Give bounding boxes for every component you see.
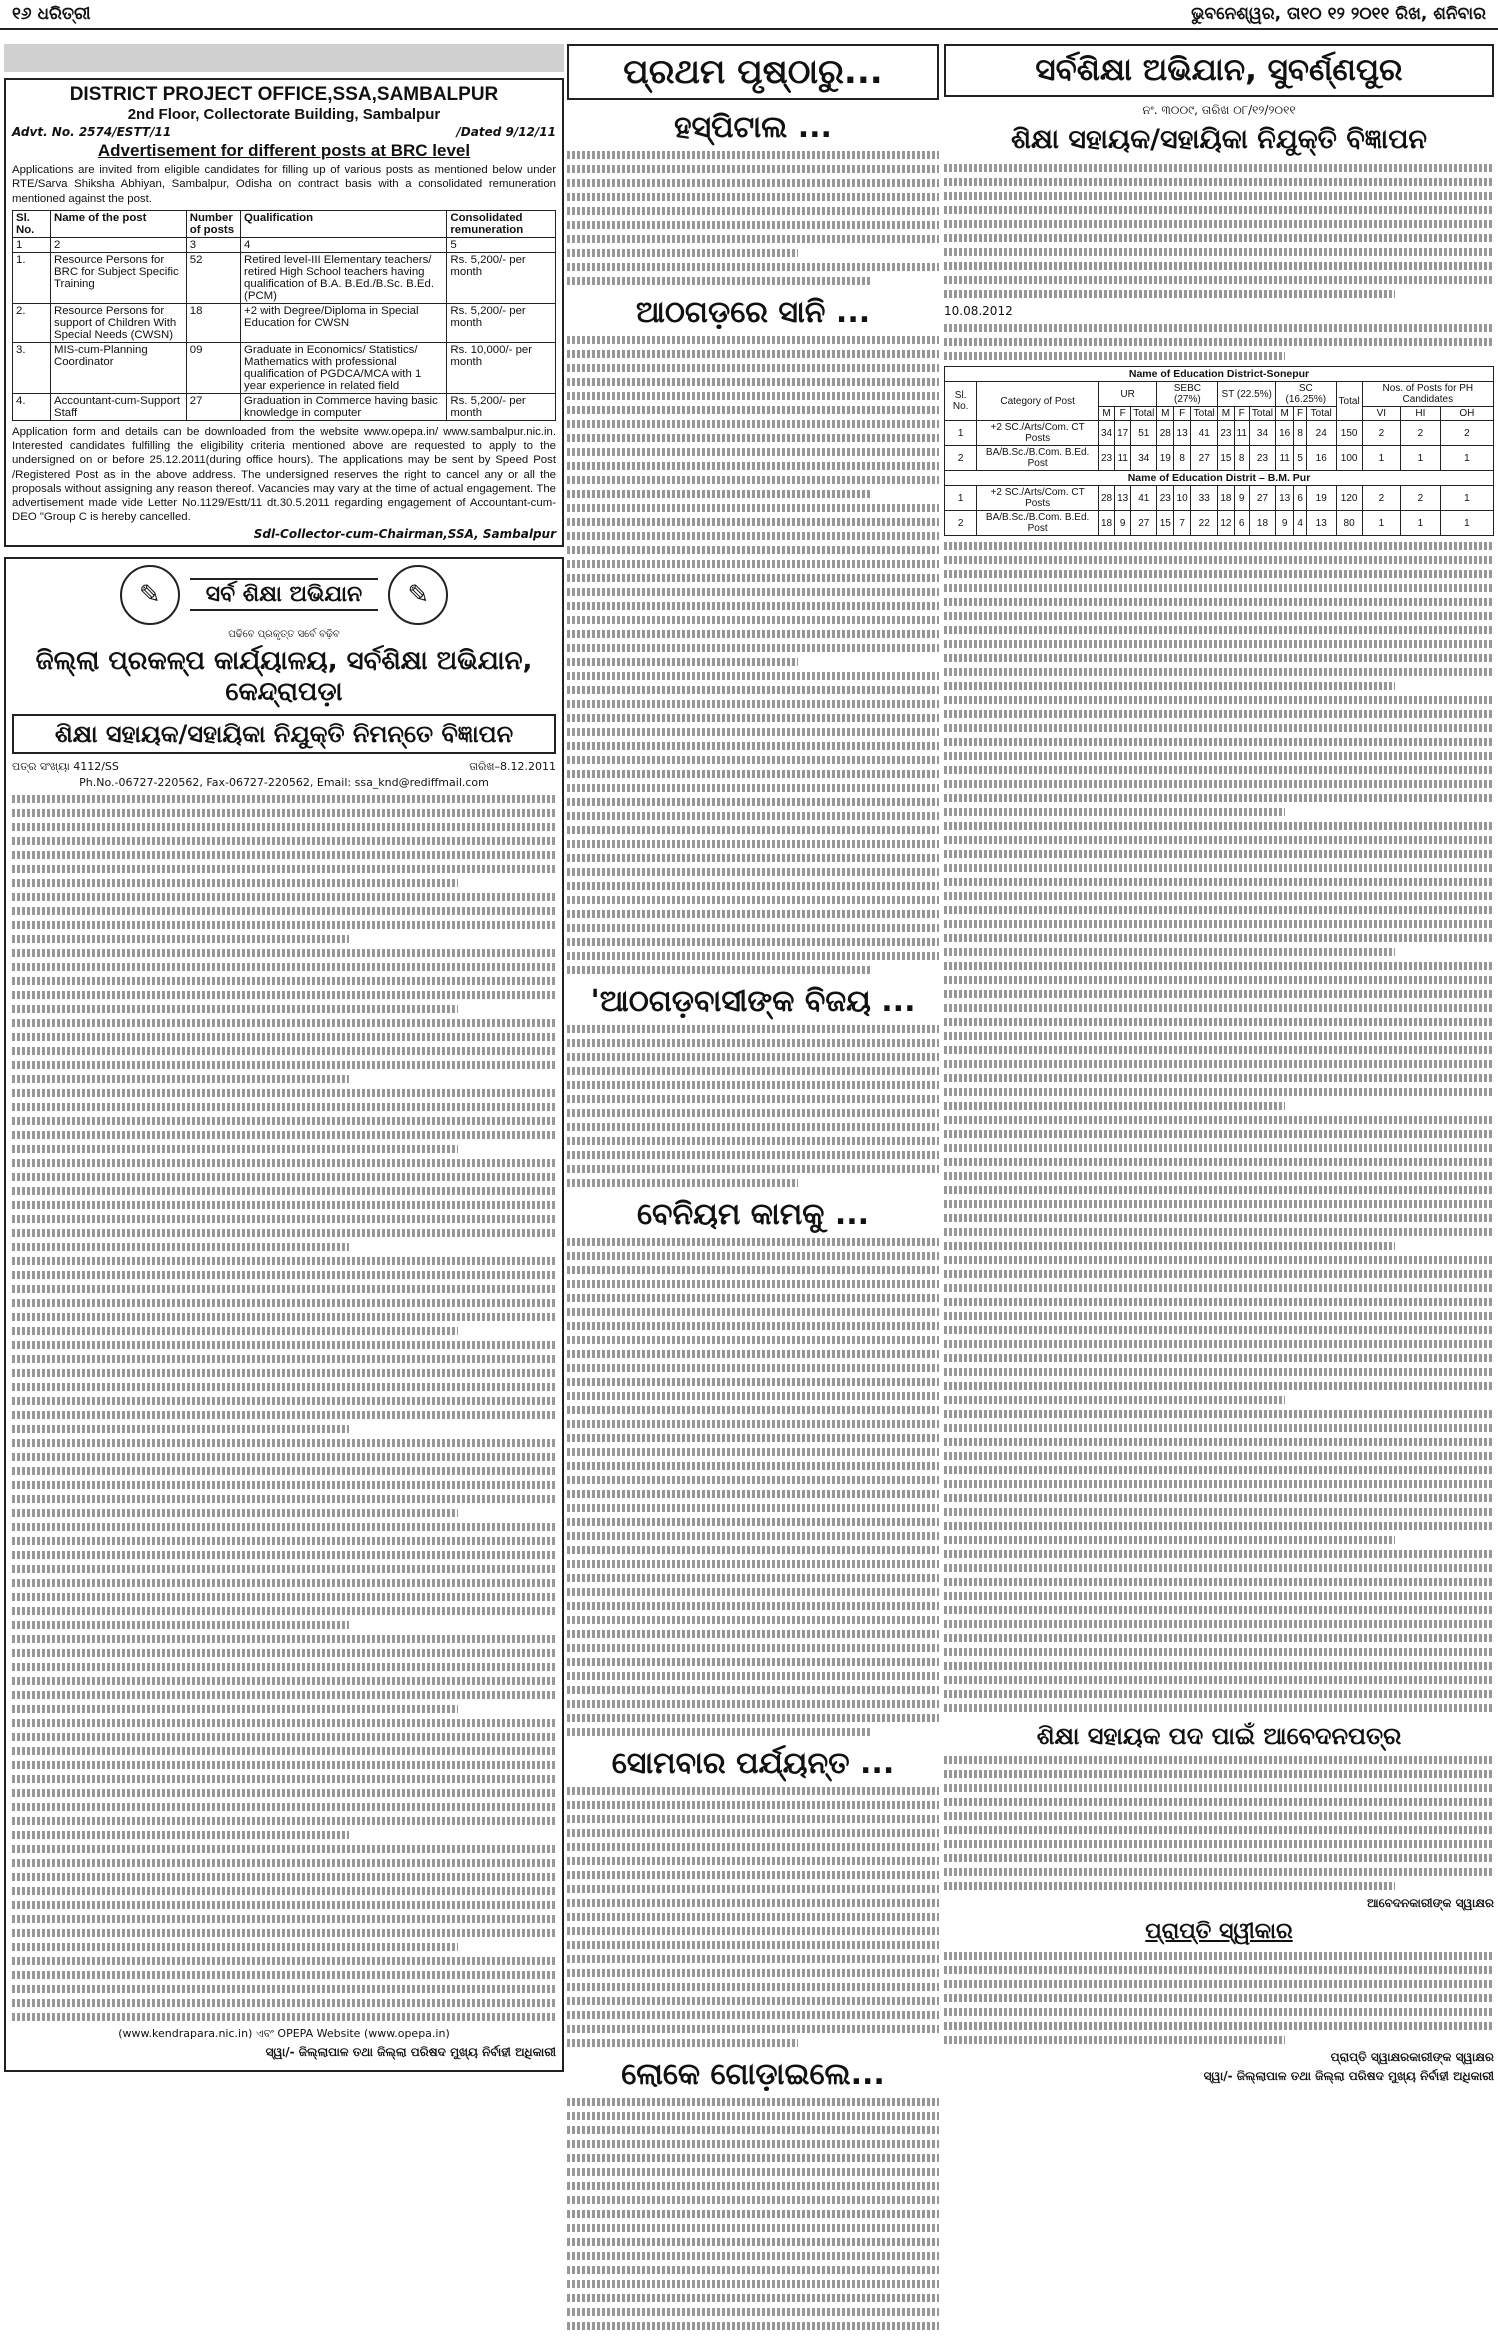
- header-ph: Nos. of Posts for PH Candidates: [1362, 382, 1493, 407]
- article-body: [567, 151, 939, 285]
- table-cell: 8: [1234, 446, 1249, 471]
- table-cell: 27: [186, 393, 240, 420]
- table-cell: 34: [1249, 421, 1275, 446]
- table-cell: 2: [945, 511, 977, 536]
- table-cell: 3: [186, 237, 240, 252]
- table-cell: 11: [1115, 446, 1131, 471]
- article-body: [567, 1787, 939, 2047]
- advertisement-title: Advertisement for different posts at BRC level: [97, 141, 471, 160]
- subheader: F: [1294, 407, 1307, 421]
- table-cell: 09: [186, 342, 240, 393]
- header-remuneration: Consolidated remuneration: [447, 210, 556, 237]
- table-cell: 1: [1362, 511, 1400, 536]
- article-body: [567, 336, 939, 974]
- section-heading: ହସ୍ପିଟାଲ ...: [674, 110, 832, 145]
- table-cell: 13: [1115, 486, 1131, 511]
- table-cell: +2 with Degree/Diploma in Special Education for CWSN: [241, 303, 447, 342]
- table-cell: 19: [1306, 486, 1336, 511]
- table-cell: 18: [1249, 511, 1275, 536]
- header-st: ST (22.5%): [1218, 382, 1276, 407]
- table-row: [945, 471, 1494, 486]
- table-cell: Resource Persons for BRC for Subject Specific Training: [51, 252, 187, 303]
- table-row: [13, 252, 556, 303]
- table-row: [945, 511, 1494, 536]
- table-cell: 13: [1174, 421, 1191, 446]
- table-cell: 34: [1131, 446, 1157, 471]
- table-cell: 22: [1191, 511, 1218, 536]
- header-ur: UR: [1098, 382, 1156, 407]
- subheader: M: [1157, 407, 1174, 421]
- article-body: [567, 1025, 939, 1187]
- header-post-count: Number of posts: [186, 210, 240, 237]
- subheader: M: [1218, 407, 1234, 421]
- table-cell: 2: [51, 237, 187, 252]
- contact-line: Ph.No.-06727-220562, Fax-06727-220562, Email: ssa_knd@rediffmail.com: [79, 775, 489, 789]
- table-cell: MIS-cum-Planning Coordinator: [51, 342, 187, 393]
- website-line: (www.kendrapara.nic.in) ଏବଂ OPEPA Website (www.opepa.in): [118, 2026, 450, 2040]
- table-cell: 100: [1336, 446, 1362, 471]
- table-cell: 3.: [13, 342, 51, 393]
- article-body: [567, 2098, 939, 2334]
- table-cell: 23: [1218, 421, 1234, 446]
- table-cell: BA/B.Sc./B.Com. B.Ed. Post: [977, 511, 1099, 536]
- table-cell: 51: [1131, 421, 1157, 446]
- table-cell: Retired level-III Elementary teachers/ retired High School teachers having qualification of B.A. B.Ed./B.Sc. B.Ed. (PCM): [241, 252, 447, 303]
- section-heading: ସୋମବାର ପର୍ଯ୍ୟନ୍ତ ...: [611, 1746, 895, 1781]
- table-cell: 6: [1294, 486, 1307, 511]
- table-cell: 1: [1440, 446, 1493, 471]
- table-index-row: [13, 237, 556, 252]
- table-cell: 28: [1098, 486, 1114, 511]
- sambalpur-advertisement: [4, 78, 564, 547]
- table-cell: 150: [1336, 421, 1362, 446]
- advt-meta: [12, 125, 556, 139]
- table-cell: 41: [1191, 421, 1218, 446]
- advertisement-signature: Sdl-Collector-cum-Chairman,SSA, Sambalpur: [253, 526, 556, 541]
- table-cell: 17: [1115, 421, 1131, 446]
- ssa-banner-title: ସର୍ବ ଶିକ୍ଷା ଅଭିଯାନ: [190, 578, 378, 611]
- subheader: M: [1276, 407, 1294, 421]
- table-cell: 4.: [13, 393, 51, 420]
- table-cell: 2: [1440, 421, 1493, 446]
- table-cell: 23: [1249, 446, 1275, 471]
- district-name: Name of Education District-Sonepur: [945, 367, 1494, 382]
- table-cell: 8: [1294, 421, 1307, 446]
- article-body: [567, 1238, 939, 1736]
- table-cell: 18: [1098, 511, 1114, 536]
- header-sc: SC (16.25%): [1276, 382, 1337, 407]
- table-cell: 1: [1401, 511, 1441, 536]
- table-cell: 33: [1191, 486, 1218, 511]
- table-row: [945, 486, 1494, 511]
- table-cell: 18: [1218, 486, 1234, 511]
- subheader: OH: [1440, 407, 1493, 421]
- table-cell: 34: [1098, 421, 1114, 446]
- notice-body: [12, 795, 556, 2021]
- subheader: VI: [1362, 407, 1400, 421]
- table-cell: 5: [447, 237, 556, 252]
- section-heading: 'ଆଠଗଡ଼ବାସୀଙ୍କ ବିଜୟ ...: [590, 984, 916, 1019]
- table-cell: 41: [1131, 486, 1157, 511]
- notice-subtitle: ଶିକ୍ଷା ସହାୟକ/ସହାୟିକା ନିଯୁକ୍ତି ବିଜ୍ଞାପନ: [1010, 124, 1428, 155]
- subheader: Total: [1131, 407, 1157, 421]
- table-cell: 1: [945, 486, 977, 511]
- applicant-signature-label: ଆବେଦନକାରୀଙ୍କ ସ୍ୱାକ୍ଷର: [1366, 1896, 1494, 1910]
- acknowledgement-heading: ପ୍ରାପ୍ତି ସ୍ୱୀକାର: [1145, 1919, 1293, 1944]
- notice-title: ଶିକ୍ଷା ସହାୟକ/ସହାୟିକା ନିଯୁକ୍ତି ନିମନ୍ତେ ବିଜ୍ଞାପନ: [12, 714, 556, 754]
- table-cell: 2: [1401, 486, 1441, 511]
- table-cell: 4: [241, 237, 447, 252]
- table-cell: 19: [1157, 446, 1174, 471]
- table-cell: 1: [945, 421, 977, 446]
- table-cell: 27: [1191, 446, 1218, 471]
- table-cell: Rs. 5,200/- per month: [447, 303, 556, 342]
- vacancy-table: [944, 366, 1494, 536]
- header-sebc: SEBC (27%): [1157, 382, 1218, 407]
- notice-signature: ସ୍ୱା/- ଜିଲ୍ଲାପାଳ ତଥା ଜିଲ୍ଲା ପରିଷଦ ମୁଖ୍ୟ ନିର୍ବାହୀ ଅଧିକାରୀ: [1203, 2069, 1494, 2083]
- table-row: [945, 446, 1494, 471]
- table-cell: Graduation in Commerce having basic knowledge in computer: [241, 393, 447, 420]
- table-cell: 23: [1098, 446, 1114, 471]
- header-post-name: Name of the post: [51, 210, 187, 237]
- table-cell: 15: [1157, 511, 1174, 536]
- section-heading: ବେନିୟମ କାମକୁ ...: [636, 1197, 870, 1232]
- table-cell: Rs. 10,000/- per month: [447, 342, 556, 393]
- letter-number: ପତ୍ର ସଂଖ୍ୟା 4112/SS: [12, 759, 119, 773]
- office-address: 2nd Floor, Collectorate Building, Sambalpur: [127, 106, 441, 123]
- header-qualification: Qualification: [241, 210, 447, 237]
- table-cell: 5: [1294, 446, 1307, 471]
- column-right: [944, 44, 1494, 2334]
- vacancy-date: 10.08.2012: [944, 304, 1013, 318]
- column-left: [4, 44, 564, 2334]
- notice-reference: ନଂ. ୩୦୦୯, ତାରିଖ ୦୮/୧୨/୨୦୧୧: [1142, 103, 1296, 117]
- subheader: Total: [1249, 407, 1275, 421]
- table-cell: 80: [1336, 511, 1362, 536]
- table-cell: 2: [1362, 486, 1400, 511]
- table-row: [945, 367, 1494, 382]
- subheader: HI: [1401, 407, 1441, 421]
- notice-signature: ସ୍ୱା/- ଜିଲ୍ଲାପାଳ ତଥା ଜିଲ୍ଲା ପରିଷଦ ମୁଖ୍ୟ ନିର୍ବାହୀ ଅଧିକାରୀ: [265, 2044, 556, 2059]
- table-cell: 18: [186, 303, 240, 342]
- table-cell: 13: [1306, 511, 1336, 536]
- table-cell: 7: [1174, 511, 1191, 536]
- table-cell: 8: [1174, 446, 1191, 471]
- table-cell: 2: [1401, 421, 1441, 446]
- table-cell: 9: [1276, 511, 1294, 536]
- table-cell: 27: [1131, 511, 1157, 536]
- table-cell: 11: [1276, 446, 1294, 471]
- kendrapara-notice: [4, 557, 564, 2072]
- table-cell: 1: [1362, 446, 1400, 471]
- table-cell: +2 SC./Arts/Com. CT Posts: [977, 486, 1099, 511]
- table-cell: 2: [1362, 421, 1400, 446]
- advt-number: Advt. No. 2574/ESTT/11: [12, 125, 172, 139]
- section-heading: ଲୋକେ ଗୋଡ଼ାଇଲେ...: [621, 2057, 885, 2092]
- table-row: [945, 421, 1494, 446]
- ssa-logo-icon: ✎: [120, 565, 180, 625]
- dateline: ଭୁବନେଶ୍ୱର, ତା୧୦ ୧୨ ୨୦୧୧ ରିଖ, ଶନିବାର: [1191, 4, 1486, 24]
- table-cell: Accountant-cum-Support Staff: [51, 393, 187, 420]
- notice-meta: [12, 760, 556, 774]
- gray-band: [4, 44, 564, 72]
- receiver-signature-label: ପ୍ରାପ୍ତି ସ୍ୱାକ୍ଷରକାରୀଙ୍କ ସ୍ୱାକ୍ଷର: [1330, 2050, 1494, 2064]
- table-cell: 10: [1174, 486, 1191, 511]
- table-header-row: [13, 210, 556, 237]
- table-cell: 12: [1218, 511, 1234, 536]
- table-cell: 15: [1218, 446, 1234, 471]
- section-heading: ଆଠଗଡ଼ରେ ସାନି ...: [635, 295, 871, 330]
- table-cell: 1: [13, 237, 51, 252]
- advertisement-footer: Application form and details can be downloaded from the website www.opepa.in/ www.sambalpur.nic.in. Interested candidates fulfilling the eligibility criteria mentioned above are requested to apply to the undersigned on or before 25.12.2011(during office hours). The applications may be sent by Speed Post /Registered Post as in the above address. The undersigned reserves the right to cancel any or all the proposals without assigning any reason thereof. Vacancies may vary at the time of actual engagement. The advertisement made vide Letter No.1129/Estt/11 dt.30.5.2011 regarding engagement of Accountant-cum-DEO "Group C is hereby cancelled.: [12, 425, 556, 524]
- acknowledgement-body: [944, 1952, 1494, 2044]
- table-cell: 27: [1249, 486, 1275, 511]
- column-middle: [567, 44, 939, 2334]
- page-number: ୧୬ ଧରିତ୍ରୀ: [12, 4, 91, 24]
- masthead: [0, 0, 1498, 30]
- table-cell: 28: [1157, 421, 1174, 446]
- header-sl-no: Sl. No.: [13, 210, 51, 237]
- notice-body: [944, 542, 1494, 1712]
- header-total: Total: [1336, 382, 1362, 421]
- table-cell: 1.: [13, 252, 51, 303]
- table-cell: 13: [1276, 486, 1294, 511]
- ssa-logo-icon: ✎: [388, 565, 448, 625]
- table-cell: Resource Persons for support of Children With Special Needs (CWSN): [51, 303, 187, 342]
- subheader: F: [1234, 407, 1249, 421]
- notice-intro: [944, 164, 1494, 360]
- table-cell: 4: [1294, 511, 1307, 536]
- table-cell: 11: [1234, 421, 1249, 446]
- ssa-banner: [12, 565, 556, 625]
- application-form-body: [944, 1756, 1494, 1890]
- table-cell: 2: [945, 446, 977, 471]
- table-cell: 2.: [13, 303, 51, 342]
- table-cell: Graduate in Economics/ Statistics/ Mathematics with professional qualification of PGDCA/MCA with 1 year experience in related field: [241, 342, 447, 393]
- table-cell: 23: [1157, 486, 1174, 511]
- subheader: F: [1115, 407, 1131, 421]
- front-page-continuation-head: ପ୍ରଥମ ପୃଷ୍ଠାରୁ...: [567, 44, 939, 100]
- table-cell: Rs. 5,200/- per month: [447, 252, 556, 303]
- office-name: DISTRICT PROJECT OFFICE,SSA,SAMBALPUR: [69, 84, 499, 105]
- subheader: Total: [1191, 407, 1218, 421]
- subheader: F: [1174, 407, 1191, 421]
- subheader: Total: [1306, 407, 1336, 421]
- table-cell: 16: [1306, 446, 1336, 471]
- table-cell: 52: [186, 252, 240, 303]
- table-cell: 1: [1401, 446, 1441, 471]
- table-header-row: [945, 382, 1494, 407]
- table-cell: 16: [1276, 421, 1294, 446]
- posts-table: [12, 210, 556, 421]
- table-row: [13, 303, 556, 342]
- table-cell: Rs. 5,200/- per month: [447, 393, 556, 420]
- table-cell: +2 SC./Arts/Com. CT Posts: [977, 421, 1099, 446]
- ssa-slogan: ପଢିବେ ପ୍ରକୃତ୍ତ ସର୍ବେ ବଢ଼ିବ: [228, 628, 340, 640]
- advertisement-intro: Applications are invited from eligible candidates for filling up of various posts as mentioned below under RTE/Sarva Shiksha Abhiyan, Sambalpur, Odisha on contract basis with a consolidated remuneration mentioned against the post.: [12, 164, 556, 205]
- header-sl-no: Sl. No.: [945, 382, 977, 421]
- table-cell: 120: [1336, 486, 1362, 511]
- subheader: M: [1098, 407, 1114, 421]
- table-row: [13, 342, 556, 393]
- table-cell: BA/B.Sc./B.Com. B.Ed. Post: [977, 446, 1099, 471]
- letter-date: ତାରିଖ–8.12.2011: [469, 759, 556, 773]
- application-form-heading: ଶିକ୍ଷା ସହାୟକ ପଦ ପାଇଁ ଆବେଦନପତ୍ର: [1036, 1722, 1402, 1750]
- header-category: Category of Post: [977, 382, 1099, 421]
- table-cell: 1: [1440, 511, 1493, 536]
- table-cell: 9: [1115, 511, 1131, 536]
- table-cell: 9: [1234, 486, 1249, 511]
- advt-date: /Dated 9/12/11: [456, 125, 556, 139]
- notice-office-name: ଜିଲ୍ଲା ପ୍ରକଳ୍ପ କାର୍ଯ୍ୟାଳୟ, ସର୍ବଶିକ୍ଷା ଅଭିଯାନ, କେନ୍ଦ୍ରାପଡ଼ା: [35, 645, 533, 707]
- table-cell: 24: [1306, 421, 1336, 446]
- table-row: [13, 393, 556, 420]
- subarnapur-notice-title: ସର୍ବଶିକ୍ଷା ଅଭିଯାନ, ସୁବର୍ଣ୍ଣପୁର: [944, 44, 1494, 97]
- table-cell: 6: [1234, 511, 1249, 536]
- table-cell: 1: [1440, 486, 1493, 511]
- district-name: Name of Education Distrit – B.M. Pur: [945, 471, 1494, 486]
